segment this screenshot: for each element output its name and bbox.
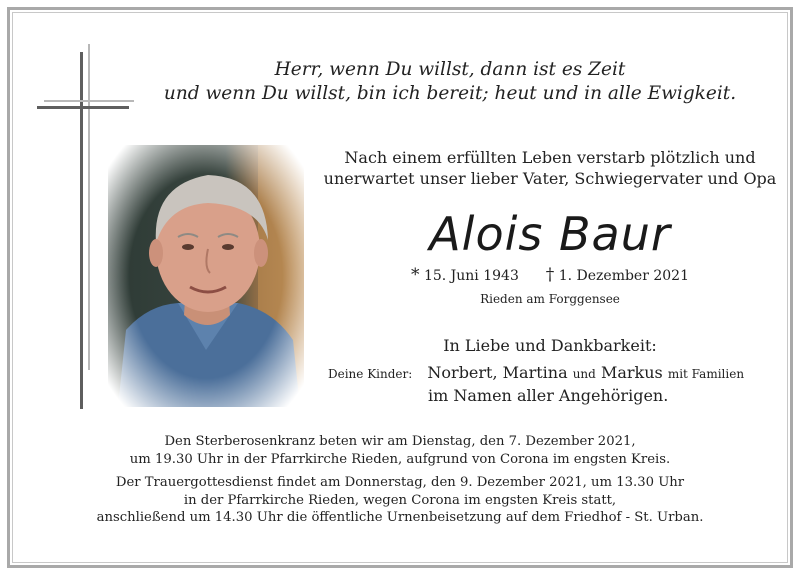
death-date: 1. Dezember 2021 — [558, 268, 689, 284]
child-markus: Markus — [600, 363, 663, 382]
bible-quote — [150, 58, 750, 106]
deceased-name: Alois Baur — [429, 207, 671, 261]
quote-line-1: Herr, wenn Du willst, dann ist es Zeit — [274, 59, 626, 80]
life-dates — [310, 265, 790, 285]
all-relatives-line — [328, 386, 788, 405]
with-families: mit Familien — [667, 367, 745, 381]
birth-star-icon: * — [410, 265, 420, 285]
intro-line-2: unerwartet unser lieber Vater, Schwiegervater und Opa — [323, 169, 777, 188]
all-relatives: im Namen aller Angehörigen. — [428, 386, 669, 405]
mass-line-2: in der Pfarrkirche Rieden, wegen Corona im engsten Kreis statt, — [183, 492, 617, 508]
intro-text — [310, 147, 790, 189]
thanks-line: In Liebe und Dankbarkeit: — [443, 336, 657, 355]
service-info — [40, 433, 760, 527]
children-names: Norbert, Martina — [427, 363, 568, 382]
birth-date: 15. Juni 1943 — [423, 268, 519, 284]
children-label: Deine Kinder: — [328, 367, 413, 381]
and-word: und — [572, 367, 596, 381]
residence: Rieden am Forggensee — [480, 292, 620, 306]
death-cross-icon: † — [545, 265, 555, 285]
intro-line-1: Nach einem erfüllten Leben verstarb plötzlich und — [344, 148, 756, 167]
rosary-line-1: Den Sterberosenkranz beten wir am Dienstag, den 7. Dezember 2021, — [164, 434, 636, 449]
portrait-photo — [108, 145, 304, 407]
mass-line-3: anschließend um 14.30 Uhr die öffentliche Urnenbeisetzung auf dem Friedhof - St. Urban. — [96, 510, 704, 525]
rosary-line-2: um 19.30 Uhr in der Pfarrkirche Rieden, aufgrund von Corona im engsten Kreis. — [129, 451, 671, 467]
mass-line-1: Der Trauergottesdienst findet am Donnerstag, den 9. Dezember 2021, um 13.30 Uhr — [115, 475, 685, 490]
quote-line-2: und wenn Du willst, bin ich bereit; heut und in alle Ewigkeit. — [163, 83, 737, 104]
children-line — [328, 363, 788, 382]
